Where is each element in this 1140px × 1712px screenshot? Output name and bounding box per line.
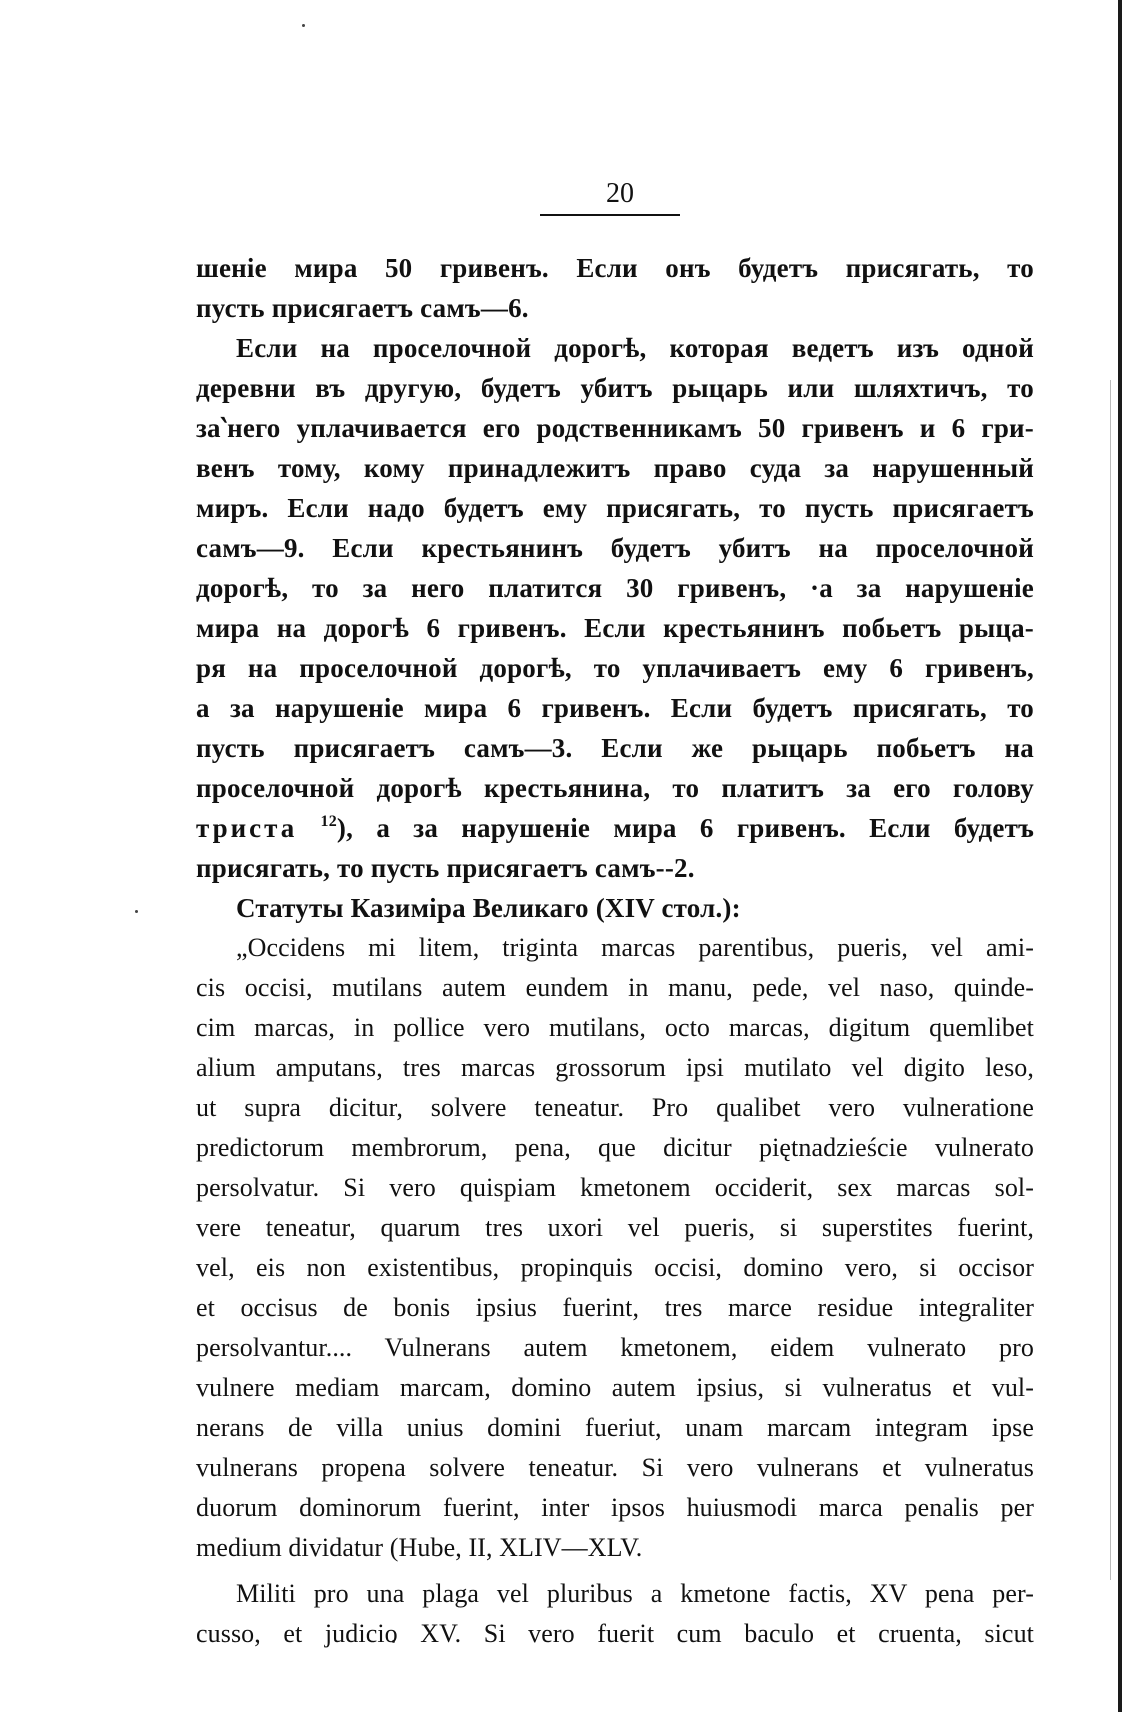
text-line: деревни въ другую, будетъ убитъ рыцарь или шляхтичъ, то	[196, 373, 1034, 403]
text-line: шеніе мира 50 гривенъ. Если онъ будетъ присягать, то	[196, 253, 1034, 283]
text-line: самъ—9. Если крестьянинъ будетъ убитъ на проселочной	[196, 533, 1034, 563]
quote-line: predictorum membrorum, pena, que dicitur piętnadzieście vulnerato	[196, 1133, 1034, 1162]
text-line: а за нарушеніе мира 6 гривенъ. Если будетъ присягать, то	[196, 693, 1034, 723]
text-line: мира на дорогѣ 6 гривенъ. Если крестьянинъ побьетъ рыца-	[196, 613, 1034, 643]
quote-line: alium amputans, tres marcas grossorum ipsi mutilato vel digito leso,	[196, 1053, 1034, 1082]
quote-line: cusso, et judicio XV. Si vero fuerit cum baculo et cruenta, sicut	[196, 1619, 1034, 1648]
russian-text-block	[196, 248, 1034, 928]
quote-line: vel, eis non existentibus, propinquis occisi, domino vero, si occisor	[196, 1253, 1034, 1282]
binding-edge	[1118, 0, 1122, 1712]
quote-line: nerans de villa unius domini fueriut, unam marcam integram ipse	[196, 1413, 1034, 1442]
quote-line: cis occisi, mutilans autem eundem in manu, pede, vel naso, quinde-	[196, 973, 1034, 1002]
text-line: пусть присягаетъ самъ—3. Если же рыцарь побьетъ на	[196, 733, 1034, 763]
text-line: за‵него уплачивается его родственникамъ 50 гривенъ и 6 гри-	[196, 413, 1034, 443]
text-line: ря на проселочной дорогѣ, то уплачиваетъ ему 6 гривенъ,	[196, 653, 1034, 683]
footnote-marker: 12	[320, 813, 337, 830]
statute-heading: Статуты Казиміра Великаго (XIV стол.):	[236, 893, 741, 923]
binding-shadow	[1110, 380, 1111, 1580]
quote-line: vulnere mediam marcam, domino autem ipsius, si vulneratus et vul-	[196, 1373, 1034, 1402]
text-line: присягать, то пусть присягаетъ самъ--2.	[196, 853, 695, 883]
text-line-rest: ), а за нарушеніе мира 6 гривенъ. Если будетъ	[336, 813, 1035, 843]
quote-line: ut supra dicitur, solvere teneatur. Pro qualibet vero vulneratione	[196, 1093, 1034, 1122]
quote-line: medium dividatur (Hube, II, XLIV—XLV.	[196, 1533, 643, 1562]
quote-line: et occisus de bonis ipsius fuerint, tres marce residue integraliter	[196, 1293, 1034, 1322]
text-line: миръ. Если надо будетъ ему присягать, то пусть присягаетъ	[196, 493, 1034, 523]
text-line: Если на проселочной дорогѣ, которая ведетъ изъ одной	[236, 333, 1034, 363]
quote-line: persolvatur. Si vero quispiam kmetonem occiderit, sex marcas sol-	[196, 1173, 1034, 1202]
text-line: пусть присягаетъ самъ—6.	[196, 293, 529, 323]
scan-speck	[302, 24, 305, 27]
page-number-rule	[540, 214, 680, 216]
quote-line: vulnerans propena solvere teneatur. Si vero vulnerans et vulneratus	[196, 1453, 1034, 1482]
quote-line: cim marcas, in pollice vero mutilans, octo marcas, digitum quemlibet	[196, 1013, 1034, 1042]
spaced-word: триста	[196, 813, 298, 843]
quote-line: vere teneatur, quarum tres uxori vel pueris, si superstites fuerint,	[196, 1213, 1034, 1242]
quote-line: „Occidens mi litem, triginta marcas parentibus, pueris, vel ami-	[236, 933, 1034, 962]
quote-line: duorum dominorum fuerint, inter ipsos huiusmodi marca penalis per	[196, 1493, 1034, 1522]
text-line: дорогѣ, то за него платится 30 гривенъ, ·а за нарушеніе	[196, 573, 1034, 603]
quote-line: Militi pro una plaga vel pluribus a kmetone factis, XV pena per-	[236, 1579, 1034, 1608]
quote-line: persolvantur.... Vulnerans autem kmetonem, eidem vulnerato pro	[196, 1333, 1034, 1362]
text-line-with-footnote	[196, 808, 1034, 848]
page-number: 20	[606, 178, 634, 209]
text-line: проселочной дорогѣ крестьянина, то платитъ за его голову	[196, 773, 1034, 803]
latin-quote-block	[196, 928, 1034, 1654]
scan-speck	[135, 910, 138, 913]
text-line: венъ тому, кому принадлежитъ право суда за нарушенный	[196, 453, 1034, 483]
